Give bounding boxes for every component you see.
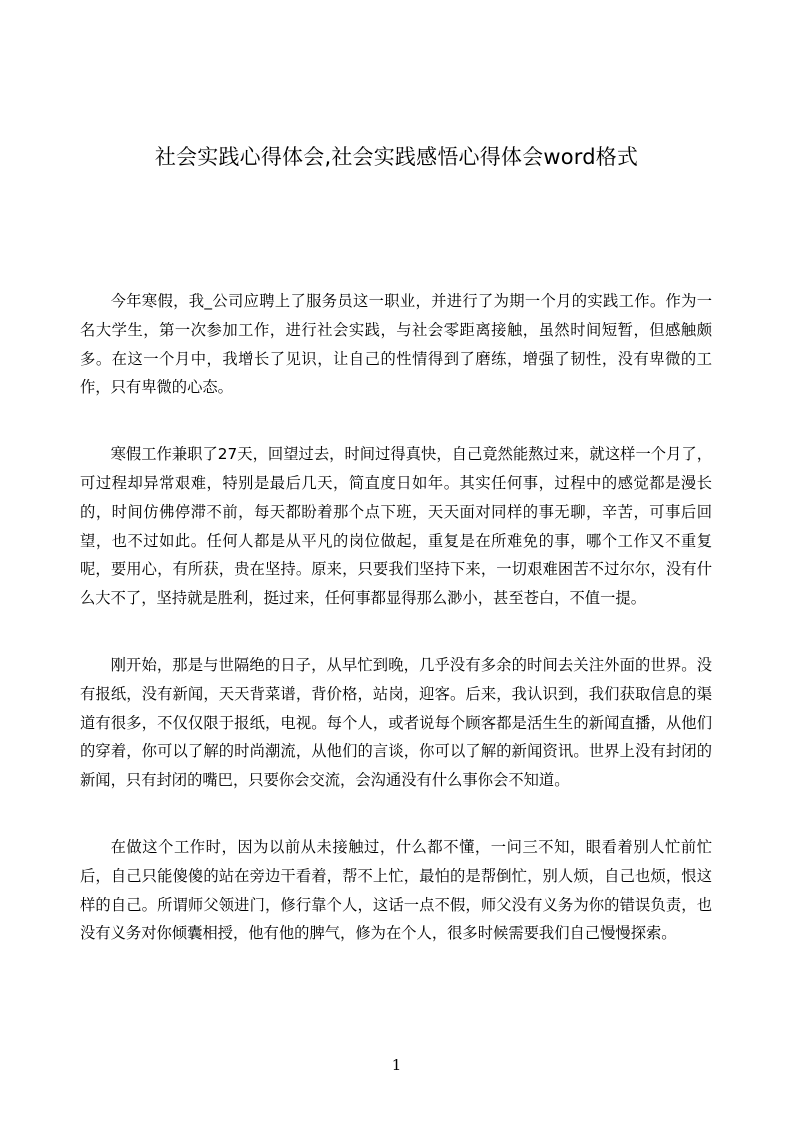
- document-title: 社会实践心得体会,社会实践感悟心得体会word格式: [154, 145, 639, 169]
- paragraph-2: 寒假工作兼职了27天，回望过去，时间过得真快，自己竟然能熬过来，就这样一个月了，可过程却异常艰难，特别是最后几天，简直度日如年。其实任何事，过程中的感觉都是漫长的，时间仿佛停滞不前，每天都盼着那个点下班，天天面对同样的事无聊，辛苦，可事后回望，也不过如此。任何人都是从平凡的岗位做起，重复是在所难免的事，哪个工作又不重复呢，要用心，有所获，贵在坚持。原来，只要我们坚持下来，一切艰难困苦不过尔尔，没有什么大不了，坚持就是胜利，挺过来，任何事都显得那么渺小，甚至苍白，不值一提。: [80, 445, 712, 608]
- document-body: [80, 287, 712, 948]
- paragraph-3: 刚开始，那是与世隔绝的日子，从早忙到晚，几乎没有多余的时间去关注外面的世界。没有报纸，没有新闻，天天背菜谱，背价格，站岗，迎客。后来，我认识到，我们获取信息的渠道有很多，不仅仅限于报纸，电视。每个人，或者说每个顾客都是活生生的新闻直播，从他们的穿着，你可以了解的时尚潮流，从他们的言谈，你可以了解的新闻资讯。世界上没有封闭的新闻，只有封闭的嘴巴，只要你会交流，会沟通没有什么事你会不知道。: [80, 655, 712, 790]
- paragraph-1: 今年寒假，我_公司应聘上了服务员这一职业，并进行了为期一个月的实践工作。作为一名大学生，第一次参加工作，进行社会实践，与社会零距离接触，虽然时间短暂，但感触颇多。在这一个月中，我增长了见识，让自己的性情得到了磨练，增强了韧性，没有卑微的工作，只有卑微的心态。: [80, 292, 712, 397]
- page-number: 1: [391, 1056, 402, 1074]
- paragraph-4: 在做这个工作时，因为以前从未接触过，什么都不懂，一问三不知，眼看着别人忙前忙后，自己只能傻傻的站在旁边干看着，帮不上忙，最怕的是帮倒忙，别人烦，自己也烦，恨这样的自己。所谓师父领进门，修行靠个人，这话一点不假，师父没有义务为你的错误负责，也没有义务对你倾囊相授，他有他的脾气，修为在个人，很多时候需要我们自己慢慢探索。: [80, 837, 712, 943]
